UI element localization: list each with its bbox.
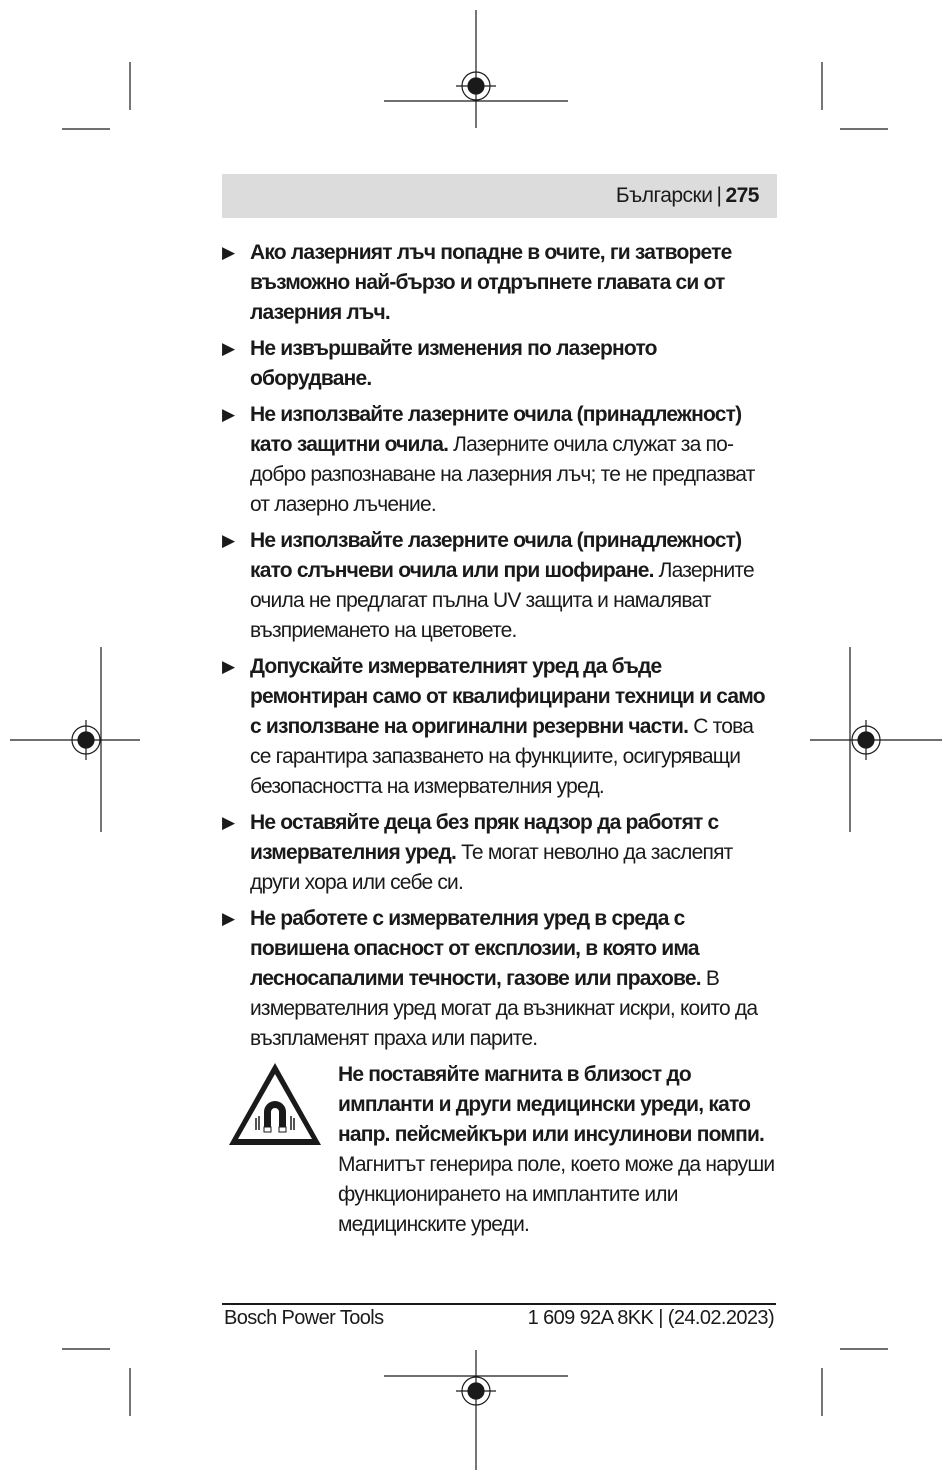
bullet-arrow-icon: ▶ bbox=[222, 657, 235, 676]
safety-item-bold: Не използвайте лазерните очила (принадлежност) като слънчеви очила или при шофиране. bbox=[250, 529, 742, 582]
bullet-arrow-icon: ▶ bbox=[222, 339, 235, 358]
safety-item-bold: Не извършвайте изменения по лазерното оборудване. bbox=[250, 337, 657, 390]
safety-item-bold: Не работете с измервателния уред в среда с повишена опасност от експлозии, в която има лесносапалими течности, газове или прахове. bbox=[250, 907, 701, 990]
page-number: 275 bbox=[725, 184, 759, 207]
magnet-warning-icon bbox=[226, 1060, 324, 1148]
safety-item bbox=[222, 238, 778, 328]
header-separator: | bbox=[716, 184, 722, 207]
safety-item-bold: Допускайте измервателният уред да бъде ремонтиран само от квалифицирани техници и само с използване на оригинални резервни части. bbox=[250, 655, 765, 738]
bullet-arrow-icon: ▶ bbox=[222, 405, 235, 424]
safety-item-text: Лазерните очила служат за по-добро разпознаване на лазерния лъч; те не предпазват от лазерно лъчение. bbox=[250, 433, 755, 516]
safety-item bbox=[222, 652, 778, 802]
magnet-warning bbox=[222, 1060, 778, 1240]
safety-content bbox=[222, 238, 778, 1240]
safety-item-bold: Не използвайте лазерните очила (принадлежност) като защитни очила. bbox=[250, 403, 742, 456]
safety-item-text: В измервателния уред могат да възникнат искри, които да възпламенят праха или парите. bbox=[250, 967, 758, 1050]
safety-item bbox=[222, 334, 778, 394]
footer-divider bbox=[222, 1303, 776, 1305]
bullet-arrow-icon: ▶ bbox=[222, 813, 235, 832]
footer-doc-code: 1 609 92A 8KK | (24.02.2023) bbox=[527, 1307, 774, 1329]
page-header bbox=[222, 174, 777, 218]
footer-brand: Bosch Power Tools bbox=[224, 1307, 384, 1329]
safety-item bbox=[222, 808, 778, 898]
safety-item-text: С това се гарантира запазването на функциите, осигуряващи безопасността на измервателния уред. bbox=[250, 715, 754, 798]
safety-item bbox=[222, 904, 778, 1054]
magnet-warning-bold: Не поставяйте магнита в близост до импланти и други медицински уреди, като напр. пейсмейкъри или инсулинови помпи. bbox=[338, 1063, 765, 1146]
safety-item bbox=[222, 526, 778, 646]
safety-item-text: Те могат неволно да заслепят други хора или себе си. bbox=[250, 841, 733, 894]
bullet-arrow-icon: ▶ bbox=[222, 531, 235, 550]
safety-item-bold: Не оставяйте деца без пряк надзор да работят с измервателния уред. bbox=[250, 811, 719, 864]
safety-item-bold: Ако лазерният лъч попадне в очите, ги затворете възможно най-бързо и отдръпнете главата си от лазерния лъч. bbox=[250, 241, 732, 324]
safety-item-text: Лазерните очила не предлагат пълна UV защита и намаляват възприемането на цветовете. bbox=[250, 559, 754, 642]
header-text bbox=[616, 184, 759, 208]
magnet-warning-text: Магнитът генерира поле, което може да наруши функционирането на имплантите или медицинските уреди. bbox=[338, 1153, 775, 1236]
bullet-arrow-icon: ▶ bbox=[222, 243, 235, 262]
safety-item bbox=[222, 400, 778, 520]
bullet-arrow-icon: ▶ bbox=[222, 909, 235, 928]
header-language: Български bbox=[615, 184, 713, 207]
